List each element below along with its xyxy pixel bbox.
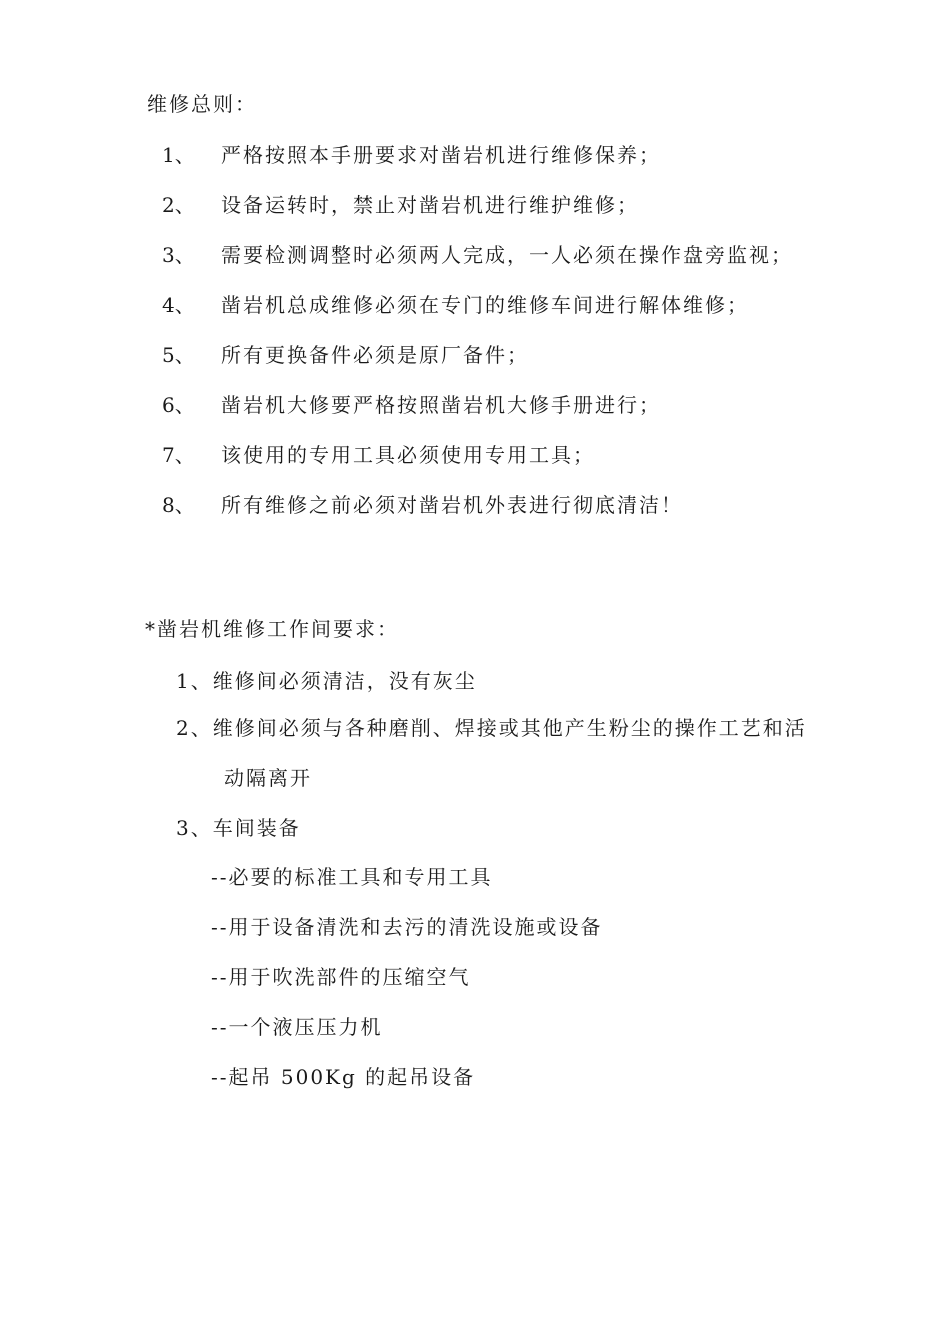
section-heading-general-rules: 维修总则： <box>147 92 257 116</box>
equipment-item: --用于设备清洗和去污的清洗设施或设备 <box>211 915 603 939</box>
rule-text: 设备运转时，禁止对凿岩机进行维护维修； <box>221 193 639 217</box>
rule-text: 该使用的专用工具必须使用专用工具； <box>221 443 595 467</box>
rule-number: 1、 <box>162 143 195 167</box>
equipment-item: --必要的标准工具和专用工具 <box>211 865 493 889</box>
equipment-item: --用于吹洗部件的压缩空气 <box>211 965 471 989</box>
rule-text: 凿岩机总成维修必须在专门的维修车间进行解体维修； <box>221 293 749 317</box>
rule-number: 2、 <box>162 193 195 217</box>
workshop-requirement: 2、维修间必须与各种磨削、焊接或其他产生粉尘的操作工艺和活 <box>176 716 807 740</box>
rule-number: 7、 <box>162 443 195 467</box>
workshop-requirement-continuation: 动隔离开 <box>224 766 312 790</box>
workshop-requirement: 1、维修间必须清洁，没有灰尘 <box>176 669 477 693</box>
equipment-item: --一个液压压力机 <box>211 1015 383 1039</box>
rule-text: 严格按照本手册要求对凿岩机进行维修保养； <box>221 143 661 167</box>
rule-text: 所有更换备件必须是原厂备件； <box>221 343 529 367</box>
rule-text: 所有维修之前必须对凿岩机外表进行彻底清洁！ <box>221 493 683 517</box>
rule-number: 3、 <box>162 243 195 267</box>
rule-number: 5、 <box>162 343 195 367</box>
rule-number: 8、 <box>162 493 195 517</box>
workshop-requirement: 3、车间装备 <box>176 816 301 840</box>
rule-text: 凿岩机大修要严格按照凿岩机大修手册进行； <box>221 393 661 417</box>
rule-number: 4、 <box>162 293 195 317</box>
rule-number: 6、 <box>162 393 195 417</box>
rule-text: 需要检测调整时必须两人完成，一人必须在操作盘旁监视； <box>221 243 793 267</box>
section-heading-workshop-requirements: *凿岩机维修工作间要求： <box>145 617 399 641</box>
equipment-item: --起吊 500Kg 的起吊设备 <box>211 1065 476 1089</box>
